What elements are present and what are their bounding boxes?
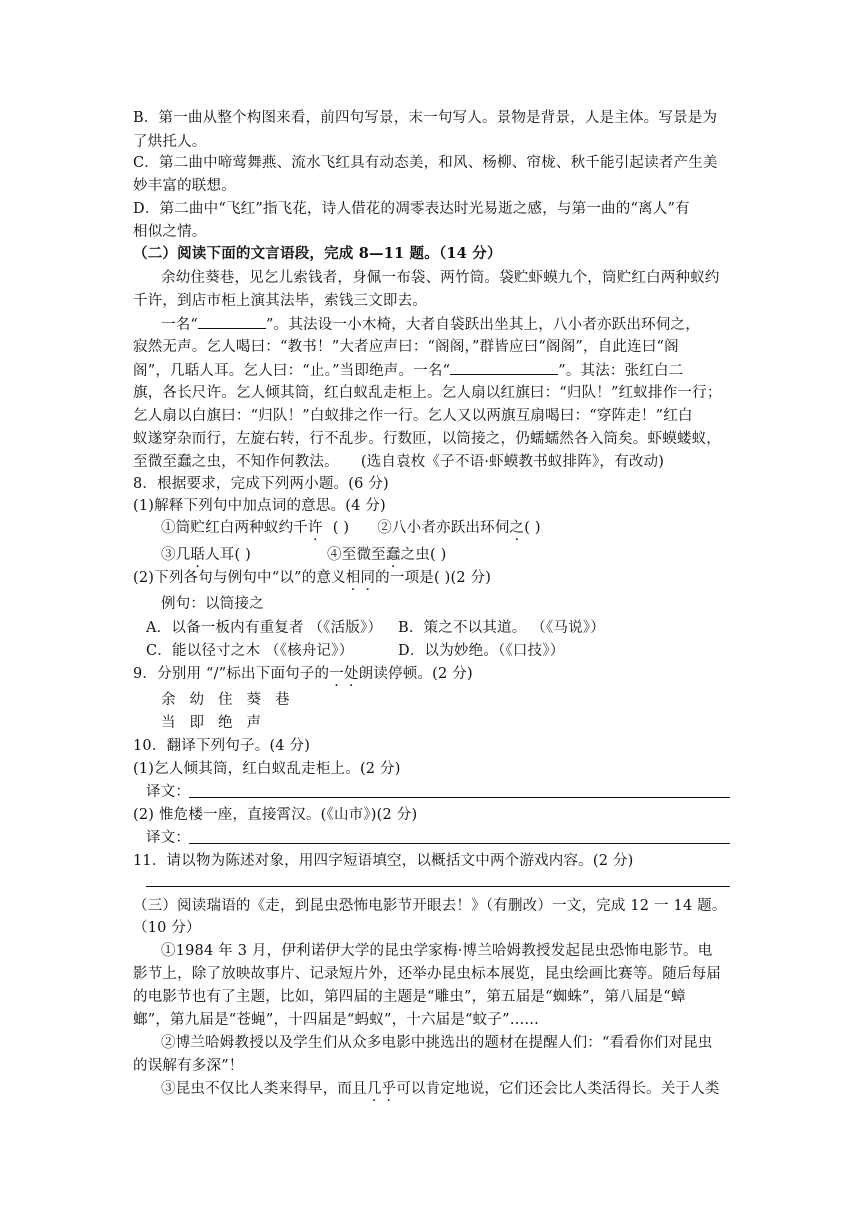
dotted-char: 聒: [190, 547, 206, 563]
item-text: 之虫( ): [400, 547, 447, 563]
option-a[interactable]: A．以备一板内有重复者 （《活版》）: [146, 620, 383, 636]
passage-text: 一名“: [161, 317, 199, 333]
q10-label1: 译文：: [146, 784, 191, 800]
dotted-char: 处: [343, 666, 359, 682]
fill-blank-2[interactable]: [450, 360, 558, 375]
item-text: ③几: [161, 547, 191, 563]
answer-paren[interactable]: ( ): [524, 520, 541, 536]
option-c-line1: C．第二曲中啼莺舞燕、流水飞红具有动态美，和风、杨柳、帘栊、秋千能引起读者产生美: [133, 155, 718, 171]
passage-p2-line5: 乞人扇以白旗曰：“归队！”白蚁排之作一行。乞人又以两旗互扇喝曰：“穿阵走！”红白: [133, 408, 693, 424]
q8-options-row2: [146, 641, 746, 661]
part2-text: (2)下列各句与例句中“以”的意义: [133, 570, 346, 586]
passage-p2-line1: [161, 314, 761, 335]
q9-sentence2[interactable]: 当即绝声: [161, 715, 275, 731]
option-b[interactable]: B．策之不以其道。 （《马说》）: [398, 620, 605, 636]
section3-title-line1: （三）阅读瑞语的《走，到昆虫恐怖电影节开眼去！》（有删改）一文，完成 12 一 14 题。: [133, 898, 727, 914]
q10-sentence2: (2) 惟危楼一座，直接霄汉。(《山市》)(2 分): [133, 807, 418, 823]
q9-stem: [133, 664, 733, 684]
passage-p2-line7: [133, 452, 733, 472]
q10-label2: 译文：: [146, 830, 191, 846]
article-p1-line1: ①1984 年 3 月，伊利诺伊大学的昆虫学家梅·博兰哈姆教授发起昆虫恐怖电影节。电: [161, 943, 713, 959]
q8-items-row2: [161, 545, 761, 565]
dotted-char: 一: [329, 666, 344, 682]
q9-text: 朗读停顿。(2 分): [358, 666, 473, 682]
q8-part2: [133, 568, 733, 588]
article-text: 可以肯定地说，它们还会比人类活得长。关于人类: [396, 1081, 720, 1097]
dotted-char: 许: [308, 520, 323, 536]
source-note: (选自袁枚《子不语·虾蟆教书蚁排阵》，有改动): [360, 454, 665, 470]
passage-text: 阁”，几聒人耳。乞人曰：“止。”当即绝声。一名“: [133, 363, 451, 379]
article-text: ③昆虫不仅比人类来得早，而且: [161, 1081, 367, 1097]
q8-stem: 8．根据要求，完成下列两小题。(6 分): [133, 476, 389, 492]
article-p1-line2: 影节上，除了放映故事片、记录短片外，还举办昆虫标本展览，昆虫绘画比赛等。随后每届: [133, 966, 721, 982]
option-d-line1: D．第二曲中“飞红”指飞花，诗人借花的凋零表达时光易逝之感，与第一曲的“离人”有: [133, 201, 690, 217]
passage-p1-line1: 余幼住葵巷，见乞儿索钱者，身佩一布袋、两竹筒。袋贮虾蟆九个，筒贮红白两种蚁约: [161, 270, 720, 286]
passage-p2-line3: [133, 360, 733, 381]
item-text: 人耳( ): [205, 547, 252, 563]
answer-line-3[interactable]: [146, 886, 730, 887]
section2-title: （二）阅读下面的文言语段，完成 8—11 题。（14 分）: [133, 245, 502, 262]
passage-p2-line2: 寂然无声。乞人喝曰：“教书！”大者应声曰：“阁阁，”群皆应曰“阁阁”，自此连曰“阁: [133, 339, 679, 355]
q9-text: 9．分别用 “/”标出下面句子的: [133, 666, 330, 682]
option-d[interactable]: D．以为妙绝。（《口技》）: [398, 643, 565, 659]
article-p2-line2: 的误解有多深”！: [133, 1058, 244, 1074]
answer-paren[interactable]: ( ): [332, 520, 350, 536]
item-text: ②八小者亦跃出环伺: [377, 520, 510, 536]
q8-part1: (1)解释下列句中加点词的意思。(4 分): [133, 498, 386, 514]
article-p3-line1: [161, 1079, 761, 1099]
dotted-char: 蠢: [385, 547, 401, 563]
option-b-line2: 了烘托人。: [133, 134, 207, 150]
article-p1-line3: 的电影节也有了主题，比如，第四届的主题是“雕虫”，第五届是“蜘蛛”，第八届是“蟑: [133, 989, 686, 1005]
item-text: ④至微至: [327, 547, 386, 563]
answer-line-1[interactable]: [189, 797, 730, 798]
q8-items-row1: [161, 518, 761, 538]
answer-line-2[interactable]: [189, 843, 730, 844]
q11-stem: 11．请以物为陈述对象，用四字短语填空，以概括文中两个游戏内容。(2 分): [133, 853, 634, 869]
section3-title-line2: （10 分）: [133, 920, 201, 936]
q8-example: 例句：以筒接之: [161, 596, 264, 612]
dotted-char: 乎: [381, 1081, 397, 1097]
article-p2-line1: ②博兰哈姆教授以及学生们从众多电影中挑选出的题材在提醒人们：“看看你们对昆虫: [161, 1035, 713, 1051]
passage-text: ”。其法：张红白二: [558, 363, 684, 379]
q9-sentence1[interactable]: 余幼住葵巷: [161, 692, 304, 708]
passage-p2-line4: 旗，各长尺许。乞人倾其筒，红白蚁乱走柜上。乞人扇以红旗曰：“归队！”红蚁排作一行；: [133, 385, 722, 401]
passage-text: 至微至蠢之虫，不知作何教法。: [133, 454, 339, 470]
item-text: ①筒贮红白两种蚁约千: [161, 520, 308, 536]
dotted-char: 几: [366, 1081, 382, 1097]
fill-blank-1[interactable]: [198, 314, 266, 329]
part2-text: 的一项是( )(2 分): [375, 570, 492, 586]
passage-p2-line6: 蚁遂穿杂而行，左旋右转，行不乱步。行数匝，以筒接之，仍蠕蠕然各入筒矣。虾蟆蝼蚁，: [133, 431, 721, 447]
option-d-line2: 相似之情。: [133, 224, 207, 240]
option-b-line1: B．第一曲从整个构图来看，前四句写景，末一句写人。景物是背景，人是主体。写景是为: [133, 110, 718, 126]
passage-text: ”。其法设一小木椅，大者自袋跃出坐其上，八小者亦跃出环伺之，: [266, 317, 700, 333]
passage-p1-line2: 千许，到店市柜上演其法毕，索钱三文即去。: [133, 293, 427, 309]
option-c-line2: 妙丰富的联想。: [133, 178, 236, 194]
dotted-char: 相: [345, 570, 361, 586]
dotted-char: 之: [509, 520, 525, 536]
q10-sentence1: (1)乞人倾其筒，红白蚁乱走柜上。(2 分): [133, 761, 401, 777]
article-p1-line4: 螂”，第九届是“苍蝇”，十四届是“蚂蚁”，十六届是“蚊子”……: [133, 1012, 540, 1028]
dotted-char: 同: [360, 570, 376, 586]
q10-stem: 10．翻译下列句子。(4 分): [133, 738, 311, 754]
option-c[interactable]: C．能以径寸之木 （《核舟记》）: [146, 643, 354, 659]
q8-options-row1: [146, 618, 746, 638]
